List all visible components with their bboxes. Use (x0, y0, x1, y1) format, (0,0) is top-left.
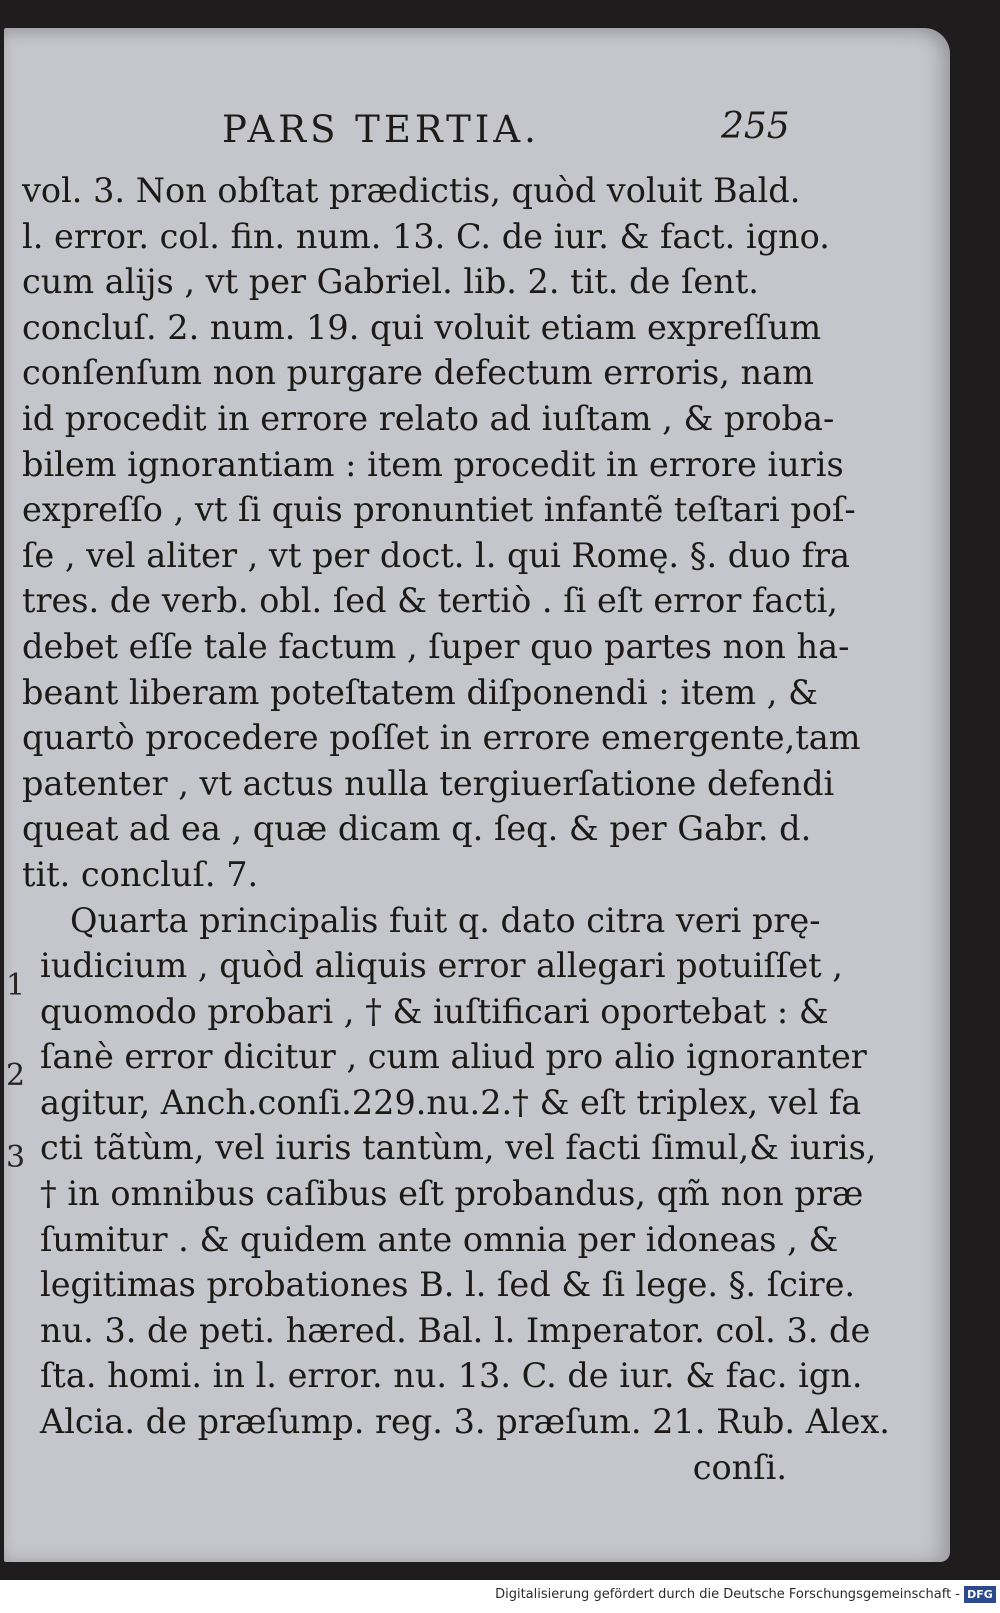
main-text (22, 168, 890, 1490)
text-line: ſe , vel aliter , vt per doct. l. qui Romę. §. duo fra (22, 535, 850, 575)
text-line: ſta. homi. in l. error. nu. 13. C. de iur. & fac. ign. (40, 1356, 863, 1396)
text-line: vol. 3. Non obſtat prædictis, quòd voluit Bald. (22, 171, 801, 210)
funding-credit: Digitalisierung gefördert durch die Deutsche Forschungsgemeinschaft - (495, 1587, 960, 1602)
text-line: concluſ. 2. num. 19. qui voluit etiam expreſſum (22, 307, 822, 347)
text-line: l. error. col. fin. num. 13. C. de iur. & fact. igno. (22, 216, 830, 256)
text-line: tit. concluſ. 7. (22, 854, 259, 894)
text-line: patenter , vt actus nulla tergiuerſatione defendi (22, 763, 835, 803)
text-line: quartò procedere poſſet in errore emergente,tam (22, 718, 861, 758)
margin-note-number: 1 (6, 968, 26, 1003)
text-line: ſumitur . & quidem ante omnia per idoneas , & (40, 1219, 839, 1259)
text-line: tres. de verb. obl. ſed & tertiò . ſi eſt error facti, (22, 581, 838, 621)
text-line: ſanè error dicitur , cum aliud pro alio ignoranter (40, 1037, 867, 1077)
text-line: debet eſſe tale factum , ſuper quo partes non ha- (22, 626, 850, 666)
page-number: 255 (721, 106, 790, 147)
text-line: beant liberam poteſtatem diſponendi : item , & (22, 672, 818, 712)
paragraph-first-line: Quarta principalis fuit q. dato citra veri prę- (70, 900, 821, 940)
book-page (4, 28, 950, 1562)
text-line: cti tãtùm, vel iuris tantùm, vel facti ſimul,& iuris, (40, 1128, 877, 1168)
footer-bar (0, 1580, 1000, 1613)
text-line: † in omnibus caſibus eſt probandus, qm̃ non præ (40, 1174, 864, 1214)
margin-note-number: 3 (6, 1140, 26, 1175)
text-line: bilem ignorantiam : item procedit in errore iuris (22, 444, 844, 484)
text-line: queat ad ea , quæ dicam q. ſeq. & per Gabr. d. (22, 809, 812, 849)
text-line: conſenſum non purgare defectum erroris, nam (22, 353, 814, 393)
text-line: legitimas probationes B. l. ſed & ſi lege. §. ſcire. (40, 1265, 856, 1305)
text-line: cum alijs , vt per Gabriel. lib. 2. tit. de ſent. (22, 262, 759, 302)
text-line: expreſſo , vt ſi quis pronuntiet infantẽ teſtari poſ- (22, 490, 856, 530)
text-line: quomodo probari , † & iuſtificari oportebat : & (40, 991, 829, 1031)
text-line: id procedit in errore relato ad iuſtam , & proba- (22, 398, 835, 438)
text-line: nu. 3. de peti. hæred. Bal. l. Imperator. col. 3. de (40, 1310, 871, 1350)
catchword: conſi. (692, 1447, 787, 1487)
text-line: Alcia. de præſump. reg. 3. præſum. 21. Rub. Alex. (40, 1402, 890, 1442)
text-line: iudicium , quòd aliquis error allegari potuiſſet , (40, 946, 843, 986)
dfg-logo-icon: DFG (964, 1586, 996, 1603)
running-head: PARS TERTIA. (222, 108, 540, 151)
margin-note-number: 2 (6, 1058, 26, 1093)
text-line: agitur, Anch.conſi.229.nu.2.† & eſt triplex, vel fa (40, 1082, 862, 1122)
